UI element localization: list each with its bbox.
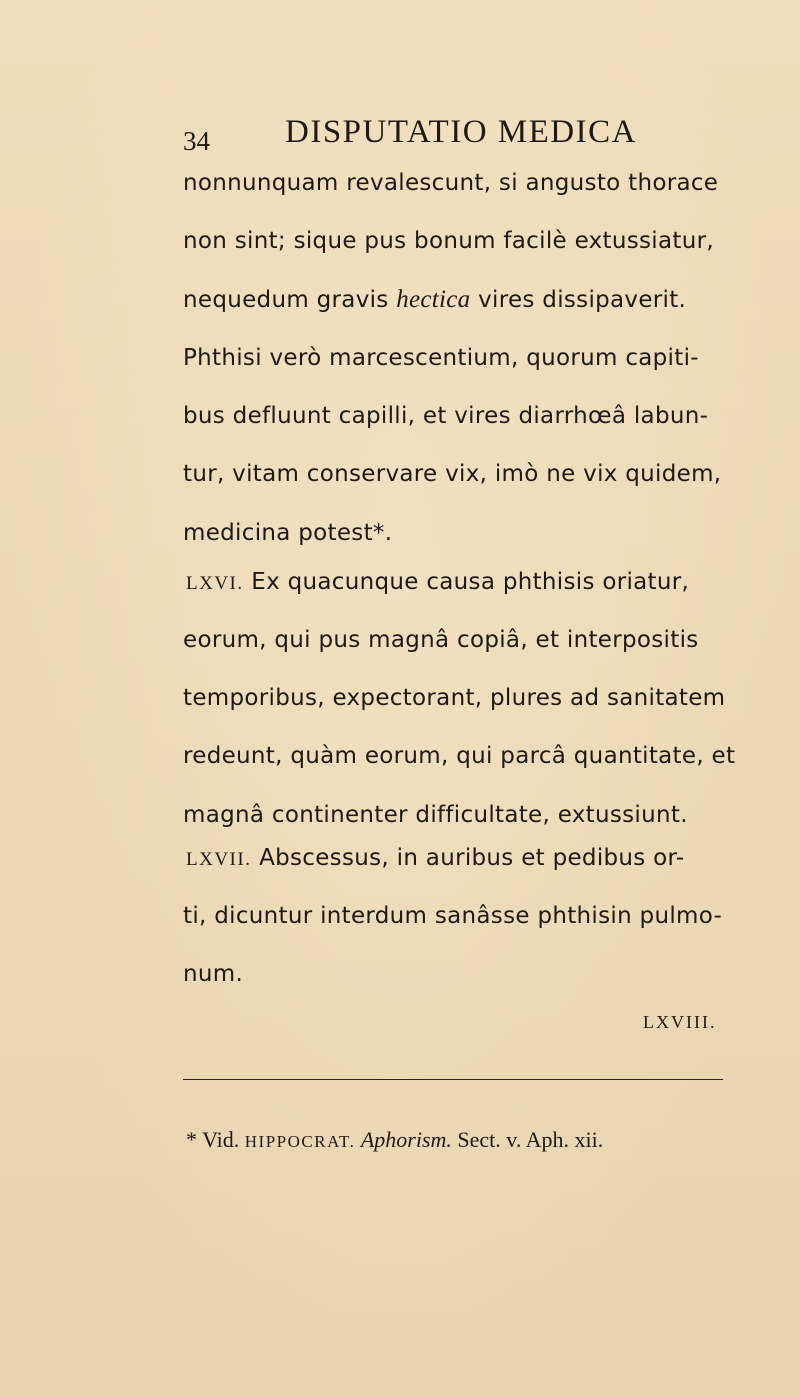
text-line: bus defluunt capilli, et vires diarrhœâ labun-	[183, 403, 709, 429]
footnote-reference: Sect. v. Aph. xii.	[451, 1127, 604, 1152]
text-span: vires dissipaverit.	[470, 287, 687, 313]
page-number: 34	[183, 126, 210, 156]
text-span: nequedum gravis	[183, 287, 397, 313]
text-line: num.	[183, 961, 244, 987]
running-head: DISPUTATIO MEDICA	[285, 114, 637, 150]
text-line: magnâ continenter difficultate, extussiunt.	[183, 802, 688, 828]
text-line: eorum, qui pus magnâ copiâ, et interpositis	[183, 627, 699, 653]
text-line	[186, 843, 684, 873]
catchword: LXVIII.	[643, 1012, 717, 1032]
italic-term: hectica	[396, 286, 471, 313]
footnote-work: Aphorism.	[360, 1127, 452, 1152]
text-line: redeunt, quàm eorum, qui parcâ quantitate, et	[183, 743, 736, 769]
section-number: LXVII.	[186, 849, 252, 870]
section-number: LXVI.	[186, 573, 244, 594]
text-line: tur, vitam conservare vix, imò ne vix quidem,	[183, 461, 722, 487]
text-line: nonnunquam revalescunt, si angusto thorace	[183, 170, 719, 196]
text-span: Abscessus, in auribus et pedibus or-	[251, 845, 685, 871]
text-line: Phthisi verò marcescentium, quorum capiti-	[183, 345, 699, 371]
text-line: medicina potest*.	[183, 520, 393, 546]
page-header	[0, 112, 800, 156]
text-line: ti, dicuntur interdum sanâsse phthisin pulmo-	[183, 903, 723, 929]
footnote-author: HIPPOCRAT.	[244, 1132, 356, 1151]
text-line: non sint; sique pus bonum facilè extussiatur,	[183, 228, 714, 254]
text-line: temporibus, expectorant, plures ad sanitatem	[183, 685, 726, 711]
footnote-mark: * Vid.	[186, 1127, 245, 1152]
footnote	[186, 1127, 603, 1153]
text-span: Ex quacunque causa phthisis oriatur,	[243, 569, 690, 595]
text-line	[183, 285, 686, 315]
text-line	[186, 567, 689, 597]
footnote-rule	[183, 1079, 723, 1080]
